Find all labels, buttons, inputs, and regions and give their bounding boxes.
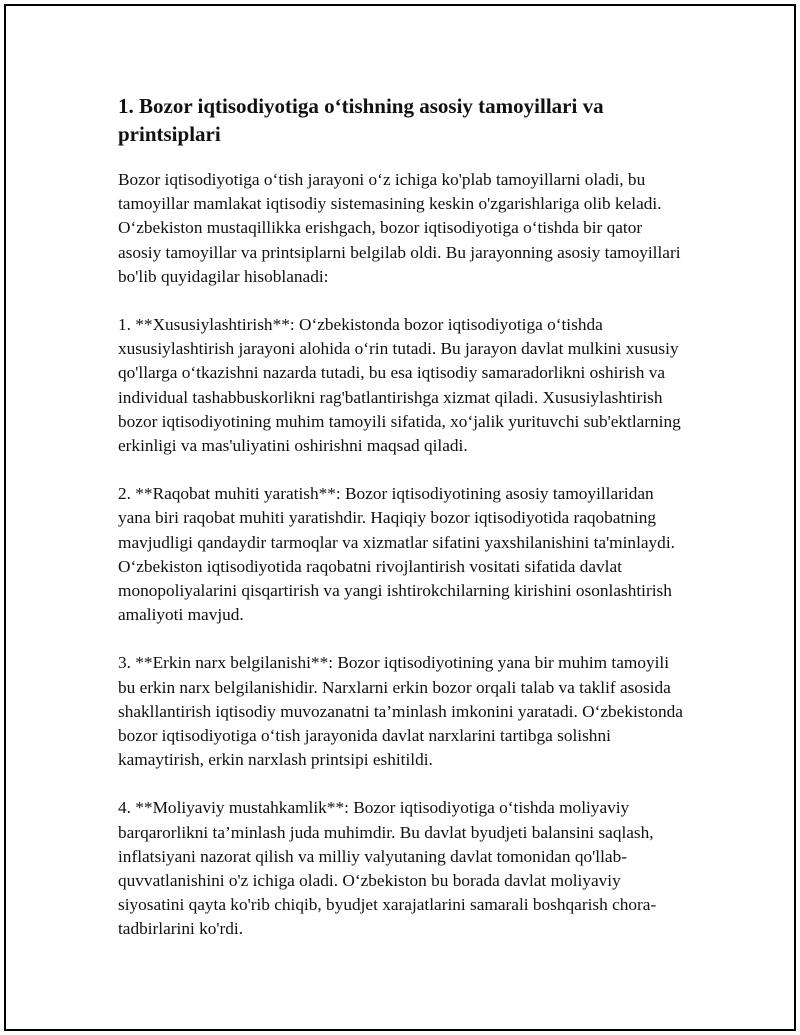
intro-paragraph: Bozor iqtisodiyotiga o‘tish jarayoni o‘z ichiga ko'plab tamoyillarni oladi, bu tamoyillar mamlakat iqtisodiy sistemasining keskin o'zgarishlariga olib keladi. O‘zbekiston mustaqillikka erishgach, bozor iqtisodiyotiga o‘tishda bir qator asosiy tamoyillar va printsiplarni belgilab oldi. Bu jarayonning asosiy tamoyillari bo'lib quyidagilar hisoblanadi: [118, 170, 681, 286]
document-body [118, 92, 688, 966]
paragraph-competition: 2. **Raqobat muhiti yaratish**: Bozor iqtisodiyotining asosiy tamoyillaridan yana biri raqobat muhiti yaratishdir. Haqiqiy bozor iqtisodiyotida raqobatning mavjudligi qandaydir tarmoqlar va xizmatlar sifatini yaxshilanishini ta'minlaydi. O‘zbekiston iqtisodiyotida raqobatni rivojlantirish vositati sifatida davlat monopoliyalarini qisqartirish va yangi ishtirokchilarning kirishini osonlashtirish amaliyoti mavjud. [118, 484, 675, 625]
paragraph-privatization: 1. **Xususiylashtirish**: O‘zbekistonda bozor iqtisodiyotiga o‘tishda xususiylashtirish jarayoni alohida o‘rin tutadi. Bu jarayon davlat mulkini xususiy qo'llarga o‘tkazishni nazarda tutadi, bu esa iqtisodiy samaradorlikni oshirish va individual tashabbuskorlikni rag'batlantirishga xizmat qiladi. Xususiylashtirish bozor iqtisodiyotining muhim tamoyili sifatida, xo‘jalik yurituvchi sub'ektlarning erkinligi va mas'uliyatini oshirishni maqsad qiladi. [118, 315, 681, 456]
paragraph-free-pricing: 3. **Erkin narx belgilanishi**: Bozor iqtisodiyotining yana bir muhim tamoyili bu erkin narx belgilanishidir. Narxlarni erkin bozor orqali talab va taklif asosida shakllantirish iqtisodiy muvozanatni ta’minlash imkonini yaratadi. O‘zbekistonda bozor iqtisodiyotiga o‘tish jarayonida davlat narxlarini tartibga solishni kamaytirish, erkin narxlash printsipi eshitildi. [118, 653, 683, 770]
paragraph-financial-stability: 4. **Moliyaviy mustahkamlik**: Bozor iqtisodiyotiga o‘tishda moliyaviy barqarorlikni ta’minlash juda muhimdir. Bu davlat byudjeti balansini saqlash, inflatsiyani nazorat qilish va milliy valyutaning davlat tomonidan qo'llab-quvvatlanishini o'z ichiga oladi. O‘zbekiston bu borada davlat moliyaviy siyosatini qayta ko'rib chiqib, byudjet xarajatlarini samarali boshqarish chora-tadbirlarini ko'rdi. [118, 798, 657, 939]
document-title: 1. Bozor iqtisodiyotiga o‘tishning asosiy tamoyillari va printsiplari [118, 94, 604, 146]
